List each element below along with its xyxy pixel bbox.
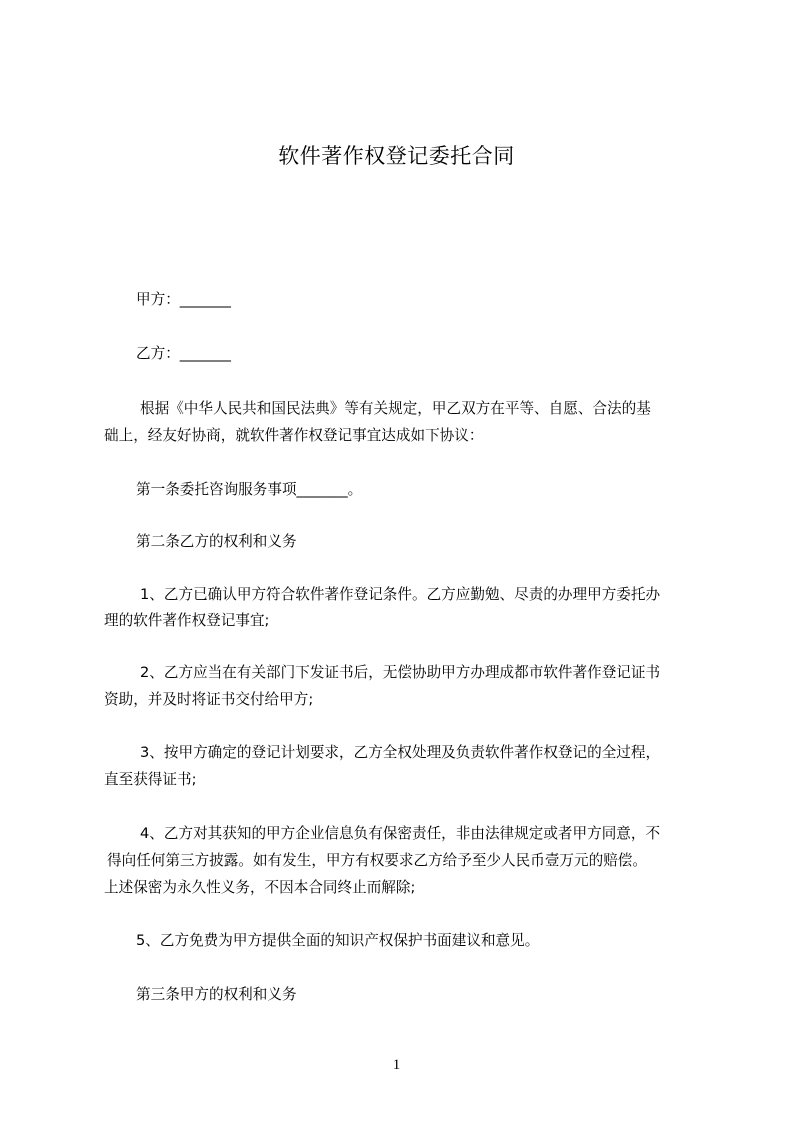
article-2-item-3-line-2: 直至获得证书; — [104, 771, 197, 788]
article-2-item-2-line-2: 资助，并及时将证书交付给甲方; — [104, 691, 314, 708]
document-title: 软件著作权登记委托合同 — [278, 144, 515, 168]
article-1-text: 第一条委托咨询服务事项_______。 — [136, 481, 363, 498]
page-number: 1 — [392, 1057, 401, 1073]
article-2-item-1-line-1: 1、乙方已确认甲方符合软件著作登记条件。乙方应勤勉、尽责的办理甲方委托办 — [140, 586, 661, 603]
article-2-item-3-line-1: 3、按甲方确定的登记计划要求，乙方全权处理及负责软件著作权登记的全过程， — [140, 744, 661, 761]
preamble-line-2: 础上，经友好协商，就软件著作权登记事宜达成如下协议： — [104, 427, 484, 444]
preamble-line-1: 根据《中华人民共和国民法典》等有关规定，甲乙双方在平等、自愿、合法的基 — [140, 400, 651, 417]
article-2-heading: 第二条乙方的权利和义务 — [136, 533, 297, 550]
article-2-item-2-line-1: 2、乙方应当在有关部门下发证书后，无偿协助甲方办理成都市软件著作登记证书 — [140, 664, 661, 681]
article-2-item-4-line-1: 4、乙方对其获知的甲方企业信息负有保密责任，非由法律规定或者甲方同意，不 — [140, 825, 661, 842]
article-2-item-4-line-3: 上述保密为永久性义务，不因本合同终止而解除; — [104, 879, 416, 896]
article-2-item-1-line-2: 理的软件著作权登记事宜; — [104, 612, 270, 629]
article-2-item-4-line-2: 得向任何第三方披露。如有发生，甲方有权要求乙方给予至少人民币壹万元的赔偿。 — [107, 852, 647, 869]
article-2-item-5-line-1: 5、乙方免费为甲方提供全面的知识产权保护书面建议和意见。 — [136, 932, 540, 949]
party-a-line: 甲方：_______ — [136, 291, 231, 308]
party-b-line: 乙方：_______ — [136, 345, 231, 362]
article-3-heading: 第三条甲方的权利和义务 — [136, 986, 297, 1003]
